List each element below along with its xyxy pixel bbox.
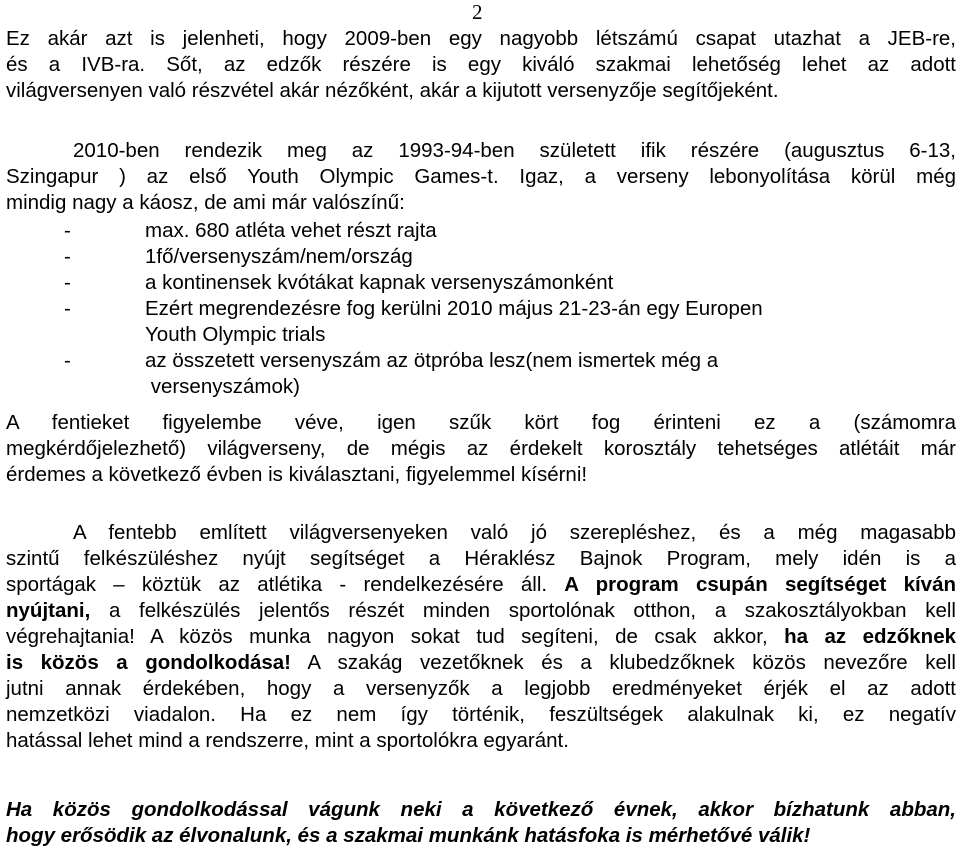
page-number: 2 bbox=[472, 0, 483, 24]
list-dash: - bbox=[64, 349, 71, 372]
list-item-text: az összetett versenyszám az ötpróba lesz(nem ismertek még a bbox=[145, 349, 719, 372]
bullet-list bbox=[6, 218, 956, 400]
list-dash: - bbox=[64, 219, 71, 242]
list-item-text: 1fő/versenyszám/nem/ország bbox=[145, 245, 413, 268]
list-item-text: a kontinensek kvótákat kapnak versenyszámonként bbox=[145, 271, 614, 294]
text-line: Szingapur ) az első Youth Olympic Games-t. Igaz, a verseny lebonyolítása körül még bbox=[6, 165, 956, 188]
paragraph-closing-emphasis bbox=[6, 797, 956, 849]
bold-segment: is közös a gondolkodása! bbox=[6, 651, 291, 674]
list-item bbox=[6, 348, 956, 400]
text-segment: A szakág vezetőknek és a klubedzőknek közös nevezőre kell bbox=[291, 651, 956, 674]
text-line: Ha közös gondolkodással vágunk neki a következő évnek, akkor bízhatunk abban, bbox=[6, 798, 956, 821]
list-item bbox=[6, 296, 956, 348]
bold-segment: nyújtani, bbox=[6, 599, 91, 622]
text-segment: végrehajtania! A közös munka nagyon sokat tud segíteni, de csak akkor, bbox=[6, 625, 785, 648]
text-line: és a IVB-ra. Sőt, az edzők részére is egy kiváló szakmai lehetőség lehet az adott bbox=[6, 53, 956, 76]
list-dash: - bbox=[64, 297, 71, 320]
list-item-text: Youth Olympic trials bbox=[145, 323, 326, 346]
paragraph-intro bbox=[6, 26, 956, 104]
text-segment: a felkészülés jelentős részét minden sportolónak otthon, a szakosztályokban kell bbox=[90, 599, 956, 622]
text-line: A fentebb említett világversenyeken való jó szerepléshez, és a még magasabb bbox=[73, 521, 956, 544]
list-item bbox=[6, 244, 956, 270]
text-line: A fentieket figyelembe véve, igen szűk kört fog érinteni ez a (számomra bbox=[6, 411, 956, 434]
text-line: jutni annak érdekében, hogy a versenyzők a legjobb eredményeket érjék el az adott bbox=[6, 677, 956, 700]
text-line: 2010-ben rendezik meg az 1993-94-ben született ifik részére (augusztus 6-13, bbox=[73, 139, 956, 162]
list-item-text: versenyszámok) bbox=[145, 375, 300, 398]
paragraph-heraklesz bbox=[6, 520, 956, 754]
list-item bbox=[6, 270, 956, 296]
text-line: megkérdőjelezhető) világverseny, de mégis az érdekelt korosztály tehetséges atlétáit már bbox=[6, 437, 956, 460]
text-line: Ez akár azt is jelenheti, hogy 2009-ben egy nagyobb létszámú csapat utazhat a JEB-re, bbox=[6, 27, 956, 50]
paragraph-conclusion bbox=[6, 410, 956, 488]
text-line bbox=[6, 624, 956, 650]
text-line: érdemes a következő évben is kiválasztani, figyelemmel kísérni! bbox=[6, 463, 588, 486]
text-line: hatással lehet mind a rendszerre, mint a sportolókra egyaránt. bbox=[6, 729, 569, 752]
list-item-text: Ezért megrendezésre fog kerülni 2010 május 21-23-án egy Europen bbox=[145, 297, 763, 320]
list-item bbox=[6, 218, 956, 244]
text-line: nemzetközi viadalon. Ha ez nem így történik, feszültségek alakulnak ki, ez negatív bbox=[6, 703, 956, 726]
text-line: szintű felkészüléshez nyújt segítséget a Héraklész Bajnok Program, mely idén is a bbox=[6, 547, 956, 570]
paragraph-youth-olympics bbox=[6, 138, 956, 216]
list-dash: - bbox=[64, 271, 71, 294]
text-line bbox=[6, 650, 956, 676]
bold-segment: ha az edzőknek bbox=[784, 625, 957, 648]
text-segment: sportágak – köztük az atlétika - rendelkezésére áll. bbox=[6, 573, 565, 596]
text-line: mindig nagy a káosz, de ami már valószínű: bbox=[6, 191, 405, 214]
bold-segment: A program csupán segítséget kíván bbox=[564, 573, 956, 596]
text-line: világversenyen való részvétel akár nézőként, akár a kijutott versenyzője segítőjeként. bbox=[6, 79, 779, 102]
list-dash: - bbox=[64, 245, 71, 268]
text-line bbox=[6, 598, 956, 624]
text-line bbox=[6, 572, 956, 598]
text-line: hogy erősödik az élvonalunk, és a szakmai munkánk hatásfoka is mérhetővé válik! bbox=[6, 824, 811, 847]
list-item-text: max. 680 atléta vehet részt rajta bbox=[145, 219, 437, 242]
